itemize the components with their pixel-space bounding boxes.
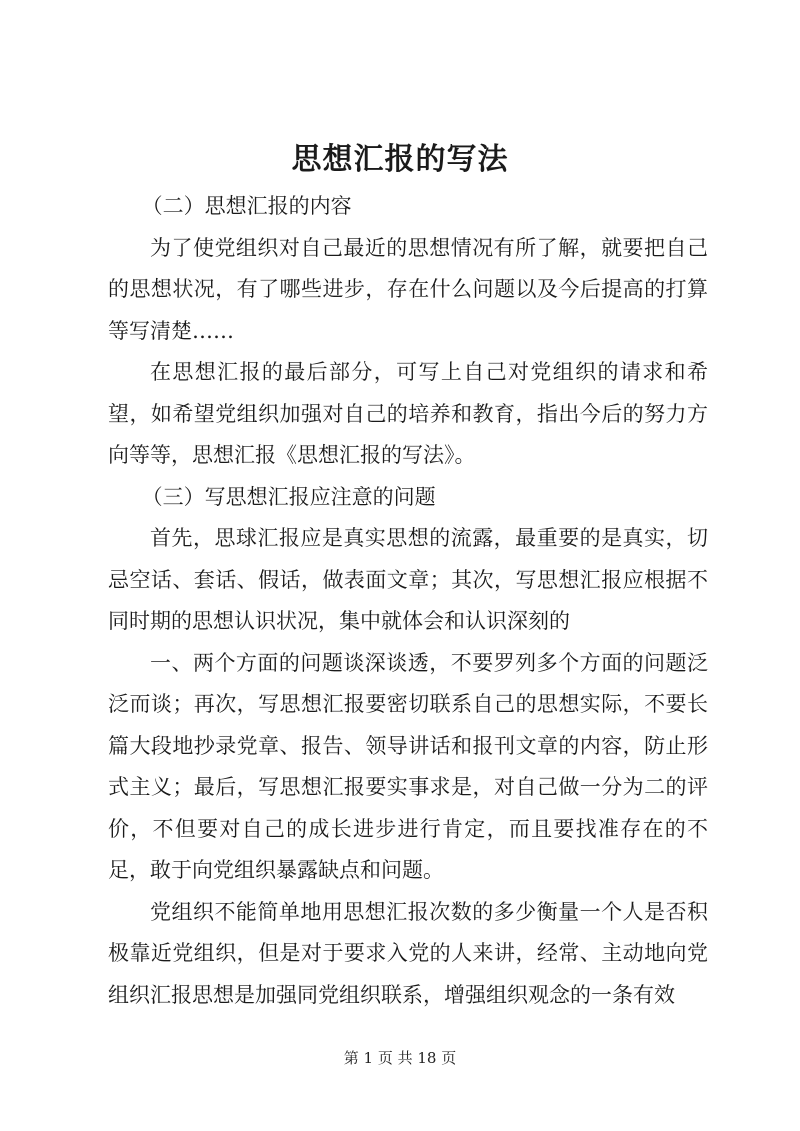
section-heading-notes: （三）写思想汇报应注意的问题 — [141, 484, 436, 509]
paragraph: 为了使党组织对自己最近的思想情况有所了解，就要把自己的思想状况，有了哪些进步，存在什么问题以及今后提高的打算等写清楚…… — [108, 235, 708, 343]
page-number-footer: 第 1 页 共 18 页 — [343, 1049, 457, 1067]
section-heading-content: （二）思想汇报的内容 — [141, 194, 352, 218]
paragraph: 一、两个方面的问题谈深谈透，不要罗列多个方面的问题泛泛而谈；再次，写思想汇报要密切联系自己的思想实际，不要长篇大段地抄录党章、报告、领导讲话和报刊文章的内容，防止形式主义；最后，写思想汇报要实事求是，对自己做一分为二的评价，不但要对自己的成长进步进行肯定，而且要找准存在的不足，敢于向党组织暴露缺点和问题。 — [108, 650, 708, 882]
paragraph: 党组织不能简单地用思想汇报次数的多少衡量一个人是否积极靠近党组织，但是对于要求入党的人来讲，经常、主动地向党组织汇报思想是加强同党组织联系，增强组织观念的一条有效 — [108, 899, 708, 1007]
paragraph: 首先，思球汇报应是真实思想的流露，最重要的是真实，切忌空话、套话、假话，做表面文章；其次，写思想汇报应根据不同时期的思想认识状况，集中就体会和认识深刻的 — [108, 526, 708, 633]
document-body — [108, 186, 708, 1016]
document-title: 思想汇报的写法 — [291, 142, 509, 177]
paragraph: 在思想汇报的最后部分，可写上自己对党组织的请求和希望，如希望党组织加强对自己的培养和教育，指出今后的努力方向等等，思想汇报《思想汇报的写法》。 — [108, 360, 708, 467]
